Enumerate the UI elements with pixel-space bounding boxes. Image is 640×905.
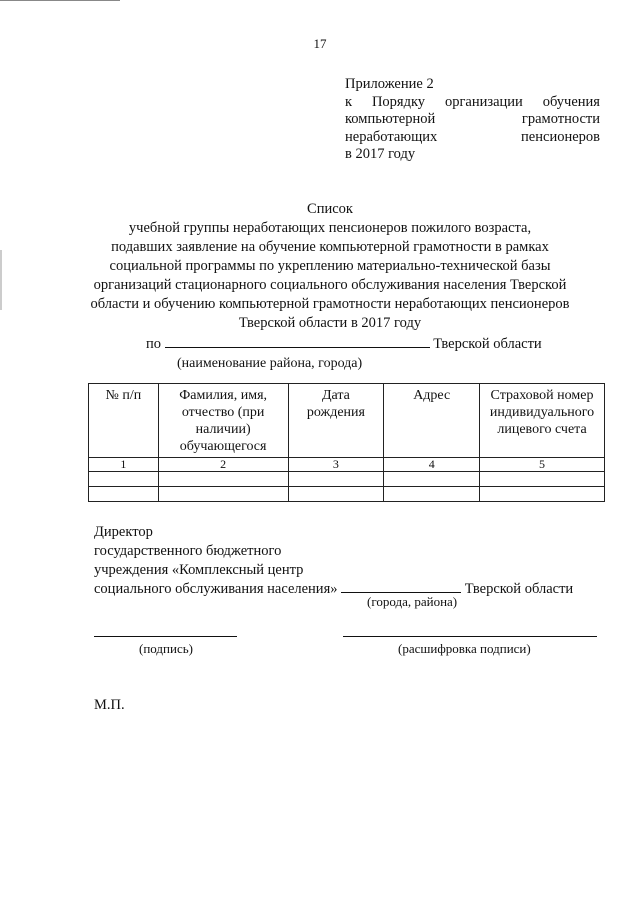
table-cell[interactable] — [89, 487, 159, 502]
header-fullname: Фамилия, имя, отчество (при наличии) обучающегося — [158, 384, 288, 458]
header-address: Адрес — [384, 384, 480, 458]
appendix-line-3 — [345, 111, 600, 129]
table-cell[interactable] — [158, 472, 288, 487]
appendix-word: грамотности — [521, 111, 600, 127]
appendix-word: неработающих — [345, 128, 438, 145]
table-cell[interactable] — [288, 472, 384, 487]
page-number: 17 — [313, 36, 327, 51]
title-line: учебной группы неработающих пенсионеров пожилого возраста, — [128, 220, 532, 236]
appendix-line-5: в 2017 году — [345, 146, 416, 162]
column-number: 2 — [158, 458, 288, 472]
title-line: области и обучению компьютерной грамотности неработающих пенсионеров — [90, 296, 570, 312]
title-heading: Список — [307, 201, 353, 217]
column-number: 3 — [288, 458, 384, 472]
appendix-word: к — [345, 93, 353, 110]
appendix-word: компьютерной — [345, 111, 436, 127]
title-line: Тверской области в 2017 году — [238, 315, 422, 331]
header-snils: Страховой номер индивидуального лицевого счета — [480, 384, 605, 458]
title-line: организаций стационарного социального обслуживания населения Тверской — [93, 277, 567, 293]
appendix-word: пенсионеров — [521, 128, 600, 145]
stamp-place: М.П. — [94, 697, 125, 713]
title-line: подавших заявление на обучение компьютерной грамотности в рамках — [111, 239, 549, 255]
table-row — [89, 472, 605, 487]
institution-line: учреждения «Комплексный центр — [94, 562, 304, 578]
decode-signature-line[interactable] — [343, 636, 597, 637]
column-number: 4 — [384, 458, 480, 472]
district-blank[interactable] — [165, 347, 430, 348]
appendix-word: обучения — [542, 93, 600, 110]
table-number-row — [89, 458, 605, 472]
table-cell[interactable] — [89, 472, 159, 487]
table-cell[interactable] — [158, 487, 288, 502]
column-number: 1 — [89, 458, 159, 472]
institution-suffix: Тверской области — [464, 581, 574, 597]
table-cell[interactable] — [288, 487, 384, 502]
table-row — [89, 487, 605, 502]
signature-caption: (подпись) — [139, 641, 193, 656]
signature-block — [94, 523, 573, 599]
institution-line-4 — [94, 580, 573, 599]
institution-line: государственного бюджетного — [94, 543, 282, 559]
district-prefix: по — [146, 336, 162, 352]
column-number: 5 — [480, 458, 605, 472]
city-caption: (города, района) — [367, 594, 458, 609]
table-cell[interactable] — [384, 487, 480, 502]
table-cell[interactable] — [480, 472, 605, 487]
institution-name: социального обслуживания населения» — [94, 581, 338, 597]
appendix-title: Приложение 2 — [345, 76, 434, 92]
header-birthdate: Дата рождения — [288, 384, 384, 458]
signature-line[interactable] — [94, 636, 237, 637]
decode-signature-caption: (расшифровка подписи) — [398, 641, 531, 656]
scan-edge-mark — [0, 250, 2, 310]
title-line: социальной программы по укреплению материально-технической базы — [109, 258, 551, 274]
table-cell[interactable] — [480, 487, 605, 502]
table-header-row — [89, 384, 605, 458]
scan-edge-mark — [0, 0, 120, 1]
district-caption: (наименование района, города) — [177, 356, 363, 371]
students-table — [88, 383, 605, 502]
header-number: № п/п — [89, 384, 159, 458]
director-title: Директор — [94, 524, 153, 540]
district-line — [146, 336, 542, 353]
city-blank[interactable] — [341, 592, 461, 593]
document-title — [60, 200, 600, 333]
appendix-line-2 — [345, 94, 600, 112]
table-cell[interactable] — [384, 472, 480, 487]
appendix-word: организации — [444, 93, 523, 110]
appendix-word: Порядку — [371, 93, 426, 110]
district-suffix: Тверской области — [433, 336, 542, 352]
appendix-block — [345, 76, 600, 164]
appendix-line-4 — [345, 129, 600, 147]
